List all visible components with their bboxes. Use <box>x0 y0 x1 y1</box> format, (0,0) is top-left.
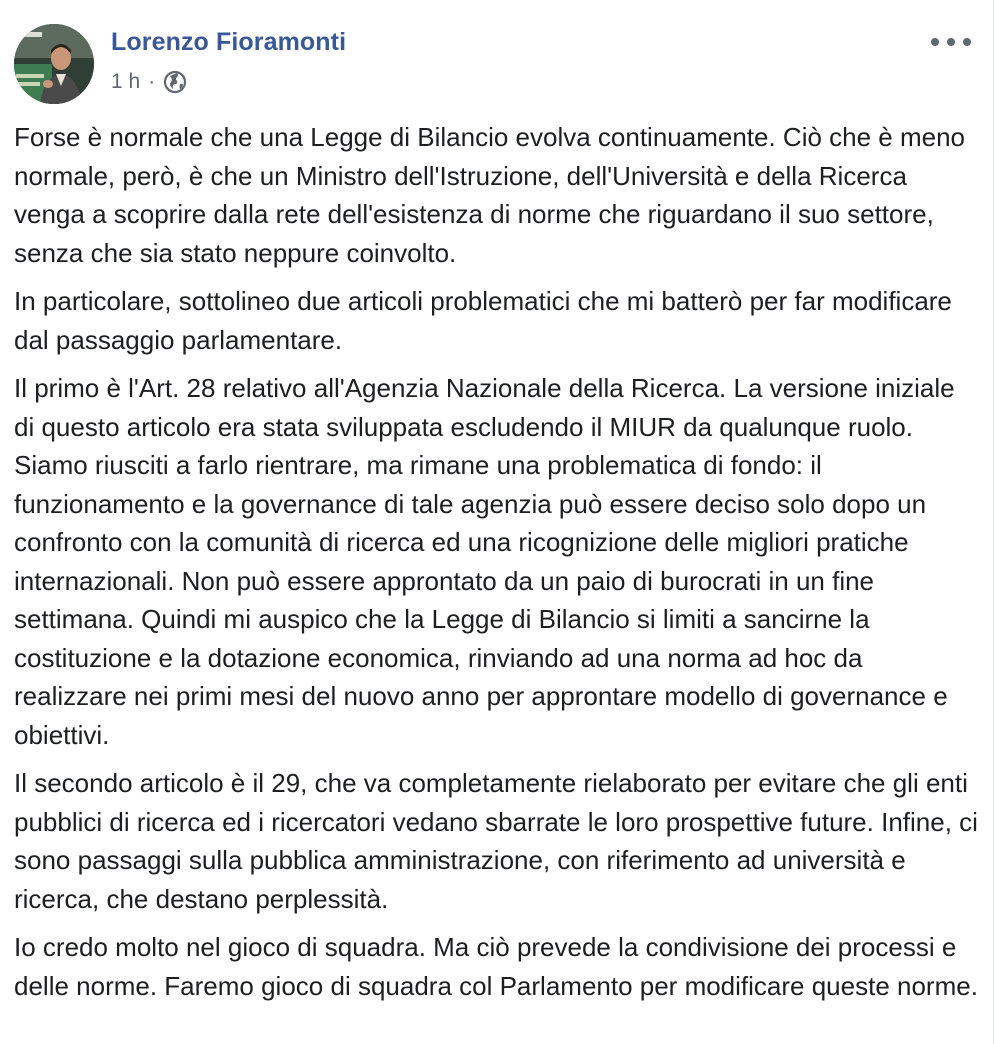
post-paragraph: Il primo è l'Art. 28 relativo all'Agenzia Nazionale della Ricerca. La versione iniziale di questo articolo era stata sviluppata escludendo il MIUR da qualunque ruolo. Siamo riusciti a farlo rientrare, ma rimane una problematica di fondo: il funzionamento e la governance di tale agenzia può essere deciso solo dopo un confronto con la comunità di ricerca ed una ricognizione delle migliori pratiche internazionali. Non può essere approntato da un paio di burocrati in un fine settimana. Quindi mi auspico che la Legge di Bilancio si limiti a sancirne la costituzione e la dotazione economica, rinviando ad una norma ad hoc da realizzare nei primi mesi del nuovo anno per approntare modello di governance e obiettivi. <box>14 373 955 750</box>
globe-icon[interactable] <box>163 70 187 94</box>
post-paragraph: Forse è normale che una Legge di Bilancio evolva continuamente. Ciò che è meno normale, però, è che un Ministro dell'Istruzione, dell'Università e della Ricerca venga a scoprire dalla rete dell'esistenza di norme che riguardano il suo settore, senza che sia stato neppure coinvolto. <box>14 122 966 268</box>
post-timestamp[interactable]: 1 h <box>111 70 141 93</box>
avatar[interactable] <box>14 24 94 104</box>
author-name[interactable]: Lorenzo Fioramonti <box>111 28 347 56</box>
post-header <box>14 24 979 104</box>
meta-separator: · <box>148 70 156 93</box>
post-paragraph: Io credo molto nel gioco di squadra. Ma ciò prevede la condivisione dei processi e delle norme. Faremo gioco di squadra col Parlamento per modificare queste norme. <box>14 932 978 1001</box>
post-meta <box>111 70 187 94</box>
more-options-icon[interactable] <box>931 32 971 52</box>
avatar-photo <box>14 24 94 104</box>
post-body <box>14 118 980 1015</box>
post-paragraph: In particolare, sottolineo due articoli problematici che mi batterò per far modificare dal passaggio parlamentare. <box>14 286 952 355</box>
post-paragraph: Il secondo articolo è il 29, che va completamente rielaborato per evitare che gli enti pubblici di ricerca ed i ricercatori vedano sbarrate le loro prospettive future. Infine, ci sono passaggi sulla pubblica amministrazione, con riferimento ad università e ricerca, che destano perplessità. <box>14 768 978 914</box>
